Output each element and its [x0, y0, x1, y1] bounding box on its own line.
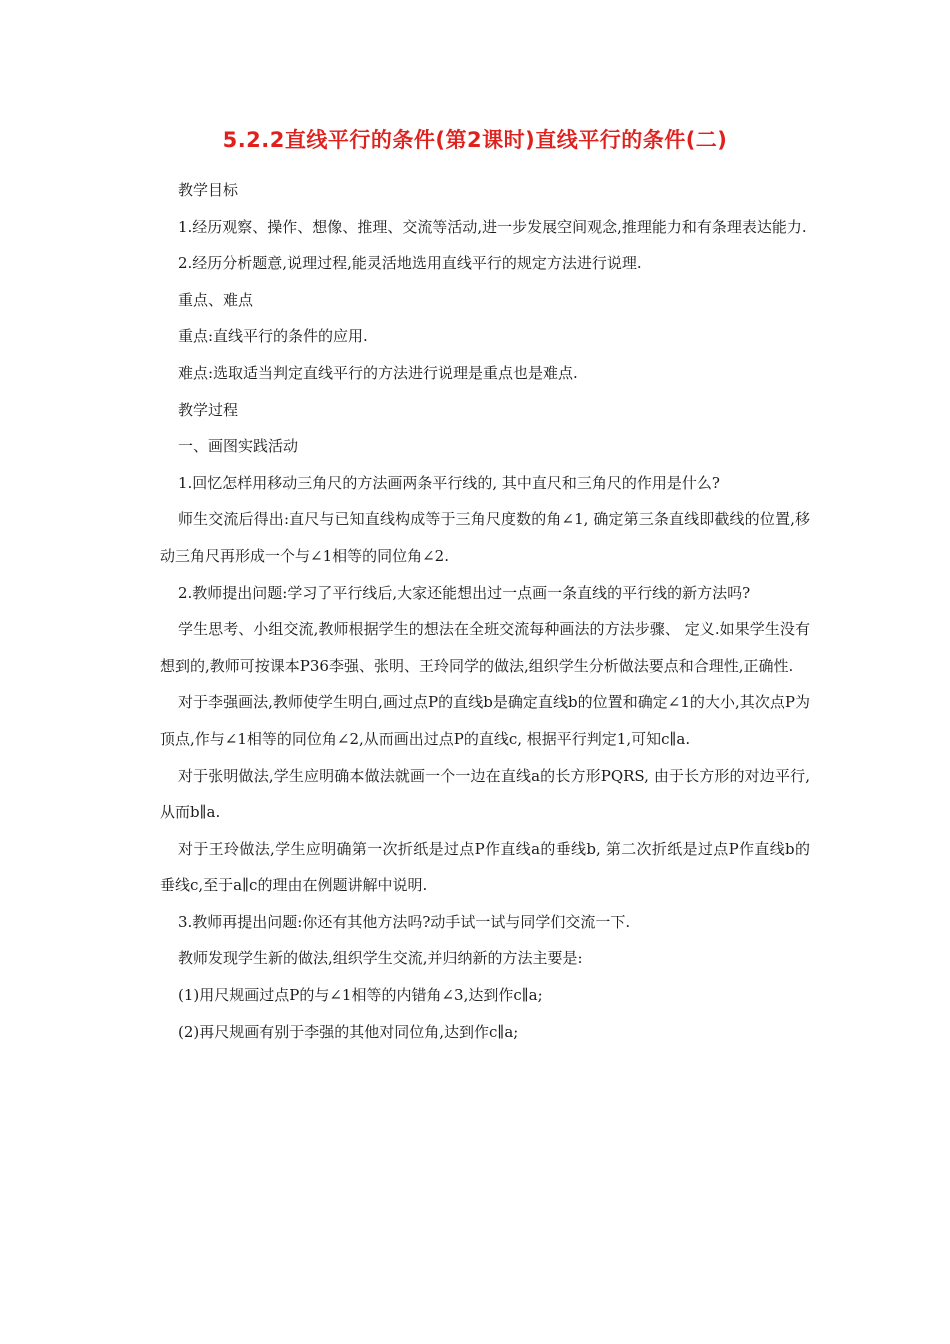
paragraph: (1)用尺规画过点P的与∠1相等的内错角∠3,达到作c∥a;: [178, 986, 543, 1005]
paragraph: (2)再尺规画有别于李强的其他对同位角,达到作c∥a;: [178, 1022, 519, 1041]
section-heading-activity: 一、画图实践活动: [178, 437, 299, 456]
paragraph: 难点:选取适当判定直线平行的方法进行说理是重点也是难点.: [178, 363, 578, 382]
paragraph: 学生思考、小组交流,教师根据学生的想法在全班交流每种画法的方法步骤、 定义.如果学生没有想到的,教师可按课本P36李强、张明、王玲同学的做法,组织学生分析做法要点和合理性,正确性.: [160, 620, 810, 675]
paragraph: 对于李强画法,教师使学生明白,画过点P的直线b是确定直线b的位置和确定∠1的大小,其次点P为顶点,作与∠1相等的同位角∠2,从而画出过点P的直线c, 根据平行判定1,可知c∥a.: [160, 693, 810, 748]
paragraph: 1.回忆怎样用移动三角尺的方法画两条平行线的, 其中直尺和三角尺的作用是什么?: [178, 473, 720, 492]
paragraph: 重点:直线平行的条件的应用.: [178, 327, 368, 346]
paragraph: 对于张明做法,学生应明确本做法就画一个一边在直线a的长方形PQRS, 由于长方形的对边平行,从而b∥a.: [160, 766, 810, 822]
paragraph: 1.经历观察、操作、想像、推理、交流等活动,进一步发展空间观念,推理能力和有条理表达能力.: [178, 217, 807, 236]
paragraph: 3.教师再提出问题:你还有其他方法吗?动手试一试与同学们交流一下.: [178, 912, 631, 931]
section-heading-objectives: 教学目标: [178, 181, 239, 199]
paragraph: 师生交流后得出:直尺与已知直线构成等于三角尺度数的角∠1, 确定第三条直线即截线的位置,移动三角尺再形成一个与∠1相等的同位角∠2.: [160, 510, 810, 565]
document-title: 5.2.2直线平行的条件(第2课时)直线平行的条件(二): [222, 128, 728, 152]
paragraph: 对于王玲做法,学生应明确第一次折纸是过点P作直线a的垂线b, 第二次折纸是过点P作直线b的垂线c,至于a∥c的理由在例题讲解中说明.: [160, 839, 810, 895]
paragraph: 教师发现学生新的做法,组织学生交流,并归纳新的方法主要是:: [178, 949, 583, 968]
paragraph: 2.经历分析题意,说理过程,能灵活地选用直线平行的规定方法进行说理.: [178, 254, 642, 273]
section-heading-process: 教学过程: [178, 400, 239, 419]
section-heading-key-points: 重点、难点: [178, 290, 254, 309]
paragraph: 2.教师提出问题:学习了平行线后,大家还能想出过一点画一条直线的平行线的新方法吗?: [178, 583, 751, 602]
document-body: [160, 172, 810, 1050]
